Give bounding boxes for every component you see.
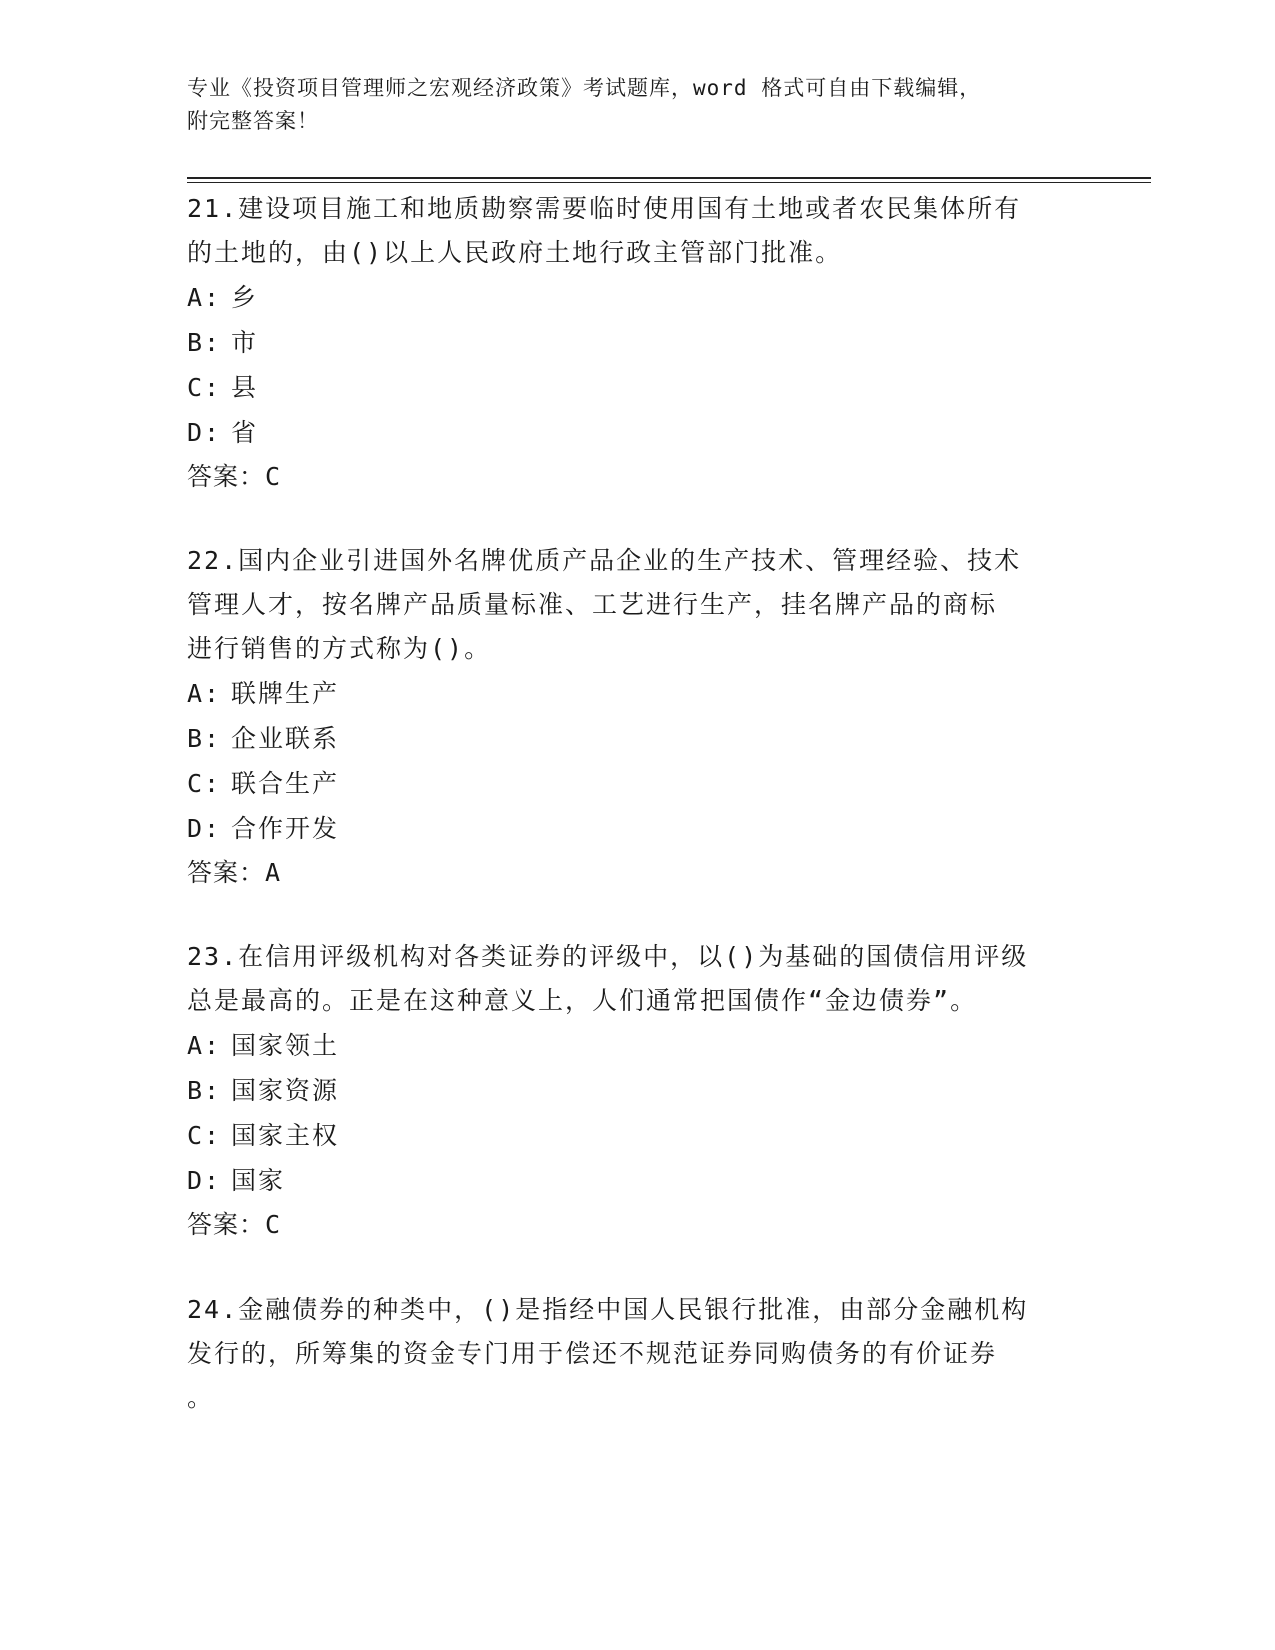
question-number: 23. <box>187 942 239 971</box>
option-key: D: <box>187 814 222 843</box>
option-text: 县 <box>231 373 259 402</box>
question-stem <box>187 539 1087 671</box>
option-a <box>187 671 1087 716</box>
option-b <box>187 320 1087 365</box>
question-stem-line <box>187 539 1087 583</box>
stem-text: 发行的，所筹集的资金专门用于偿还不规范证券同购债务的有价证券 <box>187 1339 998 1368</box>
option-key: D: <box>187 1166 222 1195</box>
question-stem-line <box>187 1288 1087 1332</box>
question-stem <box>187 935 1087 1023</box>
option-a <box>187 275 1087 320</box>
option-key: B: <box>187 724 222 753</box>
question-24 <box>187 1288 1087 1420</box>
option-key: A: <box>187 283 222 312</box>
answer-label: 答案： <box>187 858 266 887</box>
answer <box>187 851 1087 895</box>
header-line-2: 附完整答案！ <box>187 109 319 133</box>
option-c <box>187 761 1087 806</box>
document-header <box>187 72 1087 138</box>
question-22 <box>187 539 1087 895</box>
stem-text: 管理人才，按名牌产品质量标准、工艺进行生产，挂名牌产品的商标 <box>187 590 998 619</box>
stem-text: 建设项目施工和地质勘察需要临时使用国有土地或者农民集体所有 <box>238 194 1022 223</box>
option-text: 国家 <box>231 1166 286 1195</box>
question-stem-line <box>187 979 1087 1023</box>
option-d <box>187 1158 1087 1203</box>
option-text: 国家资源 <box>231 1076 340 1105</box>
option-text: 乡 <box>231 283 259 312</box>
option-c <box>187 365 1087 410</box>
answer-value: C <box>265 462 283 491</box>
option-b <box>187 716 1087 761</box>
option-b <box>187 1068 1087 1113</box>
question-stem-line <box>187 1376 1087 1420</box>
question-stem-line <box>187 231 1087 275</box>
header-divider-thick <box>187 177 1151 179</box>
option-d <box>187 806 1087 851</box>
option-d <box>187 410 1087 455</box>
stem-text: 进行销售的方式称为()。 <box>187 634 492 663</box>
option-key: A: <box>187 679 222 708</box>
option-key: A: <box>187 1031 222 1060</box>
question-stem <box>187 187 1087 275</box>
question-stem-line <box>187 583 1087 627</box>
option-text: 企业联系 <box>231 724 340 753</box>
option-key: B: <box>187 1076 222 1105</box>
question-stem-line <box>187 187 1087 231</box>
stem-text: 。 <box>187 1383 215 1412</box>
question-number: 24. <box>187 1295 239 1324</box>
stem-text: 的土地的，由()以上人民政府土地行政主管部门批准。 <box>187 238 843 267</box>
question-23 <box>187 935 1087 1247</box>
header-divider-thin <box>187 182 1151 183</box>
option-text: 国家领土 <box>231 1031 340 1060</box>
option-c <box>187 1113 1087 1158</box>
answer-value: C <box>265 1210 283 1239</box>
stem-text: 国内企业引进国外名牌优质产品企业的生产技术、管理经验、技术 <box>238 546 1022 575</box>
answer-label: 答案： <box>187 462 266 491</box>
question-number: 22. <box>187 546 239 575</box>
stem-text: 金融债券的种类中，()是指经中国人民银行批准，由部分金融机构 <box>238 1295 1029 1324</box>
option-key: D: <box>187 418 222 447</box>
answer <box>187 1203 1087 1247</box>
option-key: B: <box>187 328 222 357</box>
stem-text: 总是最高的。正是在这种意义上，人们通常把国债作“金边债券”。 <box>187 986 978 1015</box>
stem-text: 在信用评级机构对各类证券的评级中，以()为基础的国债信用评级 <box>238 942 1029 971</box>
header-line-1: 专业《投资项目管理师之宏观经济政策》考试题库，word 格式可自由下载编辑， <box>187 76 982 100</box>
option-text: 国家主权 <box>231 1121 340 1150</box>
question-stem-line <box>187 1332 1087 1376</box>
option-a <box>187 1023 1087 1068</box>
option-text: 省 <box>231 418 259 447</box>
answer-label: 答案： <box>187 1210 266 1239</box>
answer <box>187 455 1087 499</box>
option-key: C: <box>187 769 222 798</box>
question-number: 21. <box>187 194 239 223</box>
question-21 <box>187 187 1087 499</box>
question-stem-line <box>187 935 1087 979</box>
option-text: 联合生产 <box>231 769 340 798</box>
option-text: 市 <box>231 328 259 357</box>
option-text: 联牌生产 <box>231 679 340 708</box>
option-key: C: <box>187 1121 222 1150</box>
option-key: C: <box>187 373 222 402</box>
question-stem-line <box>187 627 1087 671</box>
option-text: 合作开发 <box>231 814 340 843</box>
answer-value: A <box>265 858 283 887</box>
question-stem <box>187 1288 1087 1420</box>
